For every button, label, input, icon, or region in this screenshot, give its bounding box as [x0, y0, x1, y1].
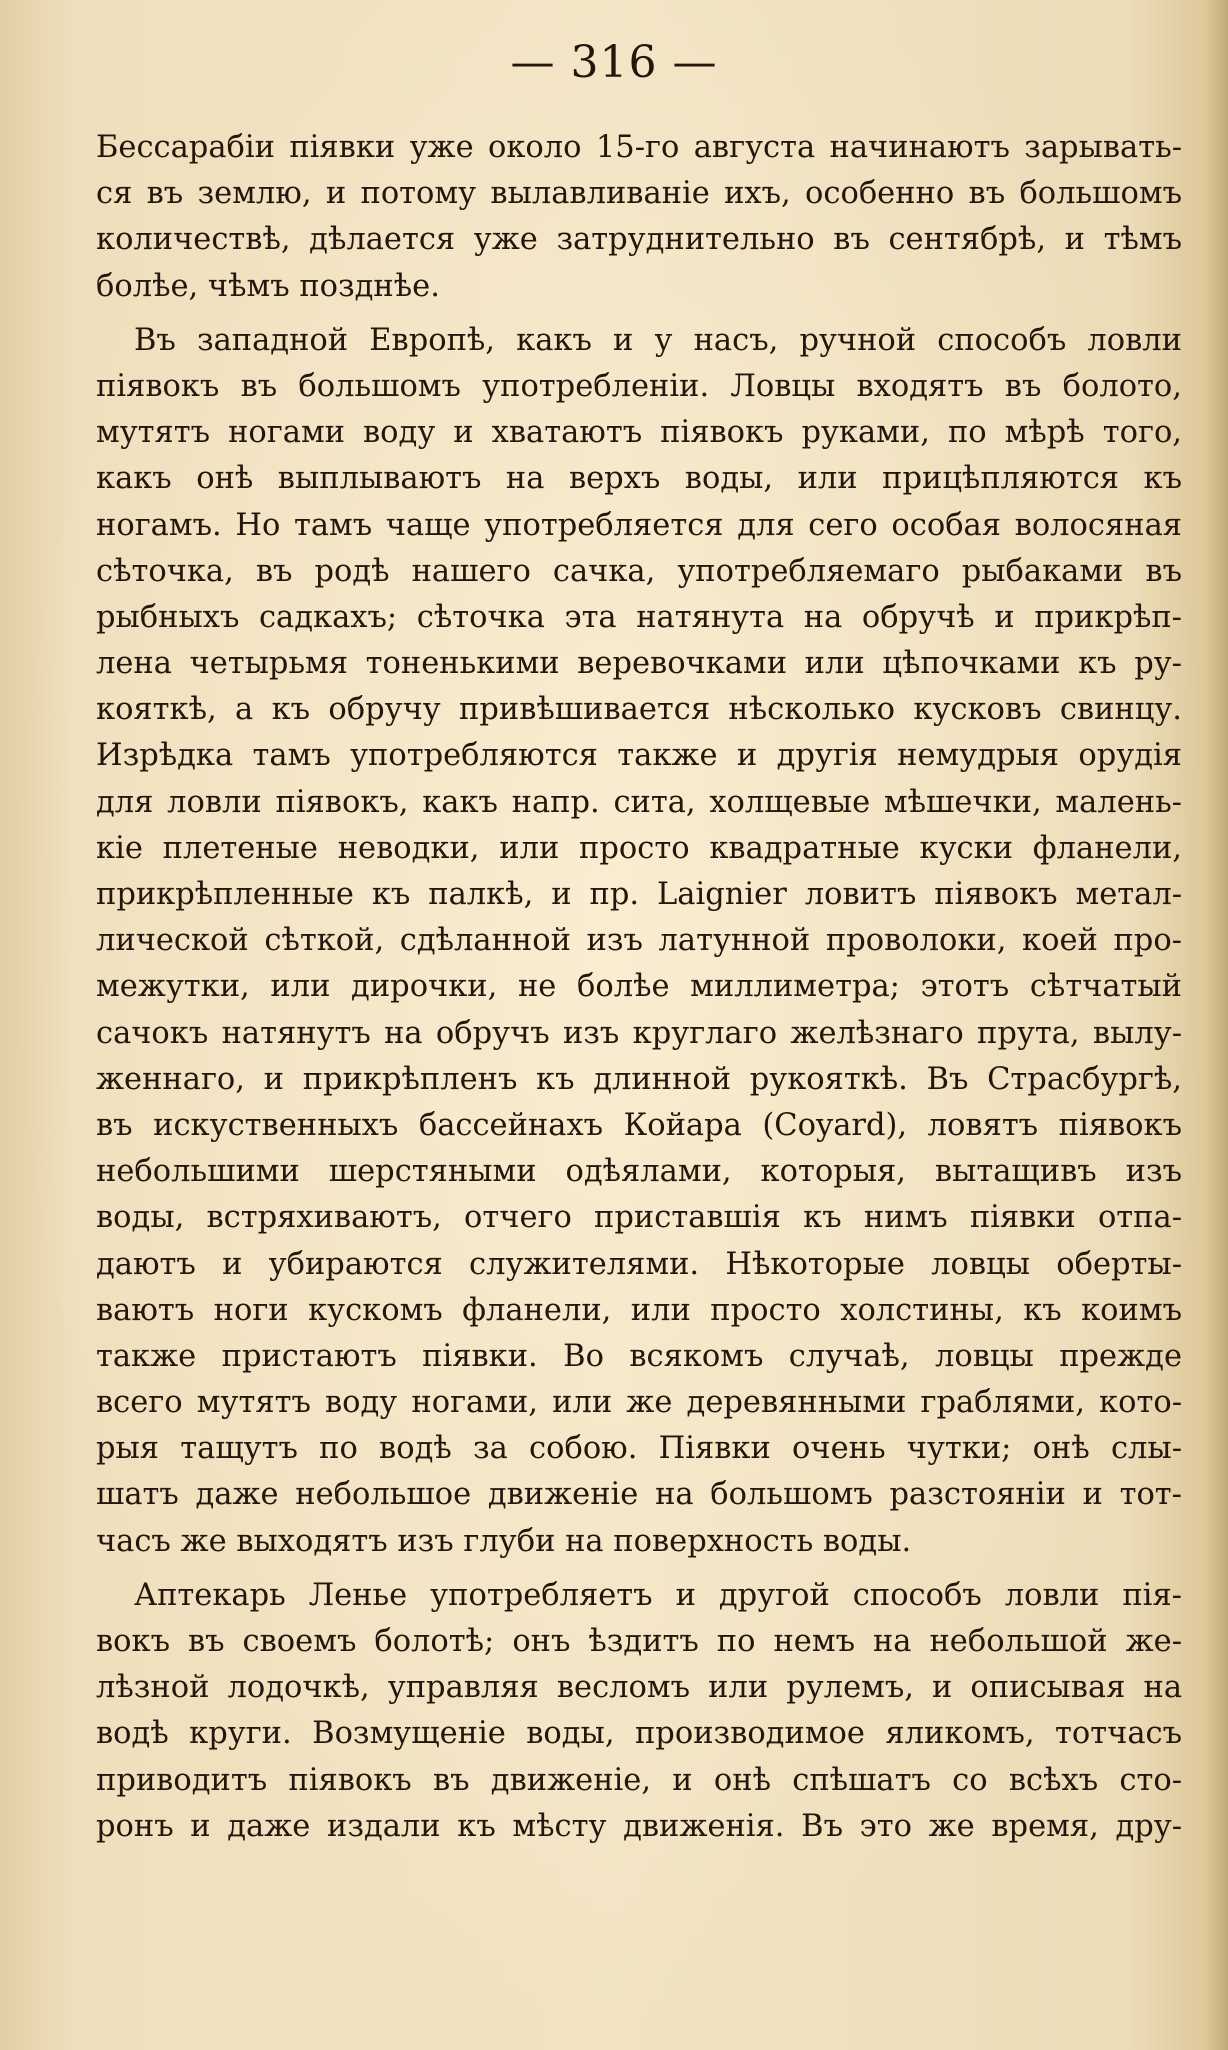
text-line: піявокъ въ большомъ употребленіи. Ловцы входятъ въ болото,: [96, 368, 1182, 404]
text-line: воды, встряхиваютъ, отчего приставшія къ нимъ піявки отпа-: [96, 1200, 1182, 1236]
text-line: прикрѣпленные къ палкѣ, и пр. Laignier ловитъ піявокъ метал-: [96, 877, 1182, 912]
text-line: лической сѣткой, сдѣланной изъ латунной проволоки, коей про-: [96, 923, 1182, 959]
text-line: сачокъ натянутъ на обручъ изъ круглаго желѣзнаго прута, вылу-: [96, 1015, 1182, 1051]
text-line: ногамъ. Но тамъ чаще употребляется для сего особая волосяная: [96, 507, 1182, 543]
text-line: какъ онѣ выплываютъ на верхъ воды, или прицѣпляются къ: [96, 461, 1182, 497]
text-line: въ искуственныхъ бассейнахъ Койара (Coyard), ловятъ піявокъ: [96, 1107, 1182, 1143]
text-line: всего мутятъ воду ногами, или же деревянными граблями, кото-: [96, 1385, 1182, 1421]
text-line: рыя тащутъ по водѣ за собою. Піявки очень чутки; онѣ слы-: [96, 1431, 1182, 1467]
body-text: [96, 125, 1182, 1850]
text-line: вокъ въ своемъ болотѣ; онъ ѣздитъ по немъ на небольшой же-: [96, 1624, 1182, 1659]
page-number: — 316 —: [510, 37, 718, 88]
text-line: лѣзной лодочкѣ, управляя весломъ или рулемъ, и описывая на: [96, 1670, 1182, 1706]
text-line: небольшими шерстяными одѣялами, которыя, вытащивъ изъ: [96, 1154, 1182, 1190]
text-line: кіе плетеные неводки, или просто квадратные куски фланели,: [96, 830, 1182, 866]
text-line: сѣточка, въ родѣ нашего сачка, употребляемаго рыбаками въ: [96, 553, 1182, 589]
text-line: болѣе, чѣмъ позднѣе.: [96, 268, 440, 304]
text-line: кояткѣ, а къ обручу привѣшивается нѣсколько кусковъ свинцу.: [96, 692, 1182, 728]
text-line: количествѣ, дѣлается уже затруднительно въ сентябрѣ, и тѣмъ: [96, 222, 1182, 258]
text-line: мутятъ ногами воду и хватаютъ піявокъ руками, по мѣрѣ того,: [96, 415, 1182, 451]
text-line: даютъ и убираются служителями. Нѣкоторые ловцы оберты-: [96, 1246, 1182, 1282]
text-line: ронъ и даже издали къ мѣсту движенія. Въ это же время, дру-: [96, 1808, 1182, 1844]
text-line: Въ западной Европѣ, какъ и у насъ, ручной способъ ловли: [134, 322, 1182, 358]
page-edge-shadow: [1206, 0, 1228, 2050]
text-line: для ловли піявокъ, какъ напр. сита, холщевые мѣшечки, малень-: [96, 784, 1182, 820]
text-line: ся въ землю, и потому вылавливаніе ихъ, особенно въ большомъ: [96, 176, 1182, 212]
text-line: ваютъ ноги кускомъ фланели, или просто холстины, къ коимъ: [96, 1292, 1182, 1328]
text-line: водѣ круги. Возмущеніе воды, производимое яликомъ, тотчасъ: [96, 1716, 1182, 1752]
text-line: рыбныхъ садкахъ; сѣточка эта натянута на обручѣ и прикрѣп-: [96, 599, 1182, 635]
text-line: межутки, или дирочки, не болѣе миллиметра; этотъ сѣтчатый: [96, 969, 1182, 1005]
text-line: приводитъ піявокъ въ движеніе, и онѣ спѣшатъ со всѣхъ сто-: [96, 1762, 1182, 1798]
text-line: Бессарабіи піявки уже около 15-го августа начинаютъ зарывать-: [96, 130, 1182, 165]
text-line: также пристаютъ піявки. Во всякомъ случаѣ, ловцы прежде: [96, 1338, 1182, 1374]
text-line: Аптекарь Ленье употребляетъ и другой способъ ловли пія-: [134, 1577, 1182, 1613]
text-line: Изрѣдка тамъ употребляются также и другія немудрыя орудія: [96, 738, 1182, 774]
text-line: шатъ даже небольшое движеніе на большомъ разстояніи и тот-: [96, 1477, 1182, 1513]
text-line: лена четырьмя тоненькими веревочками или цѣпочками къ ру-: [96, 646, 1182, 682]
text-line: часъ же выходятъ изъ глуби на поверхность воды.: [96, 1523, 912, 1559]
text-line: женнаго, и прикрѣпленъ къ длинной рукояткѣ. Въ Страсбургѣ,: [96, 1061, 1182, 1097]
